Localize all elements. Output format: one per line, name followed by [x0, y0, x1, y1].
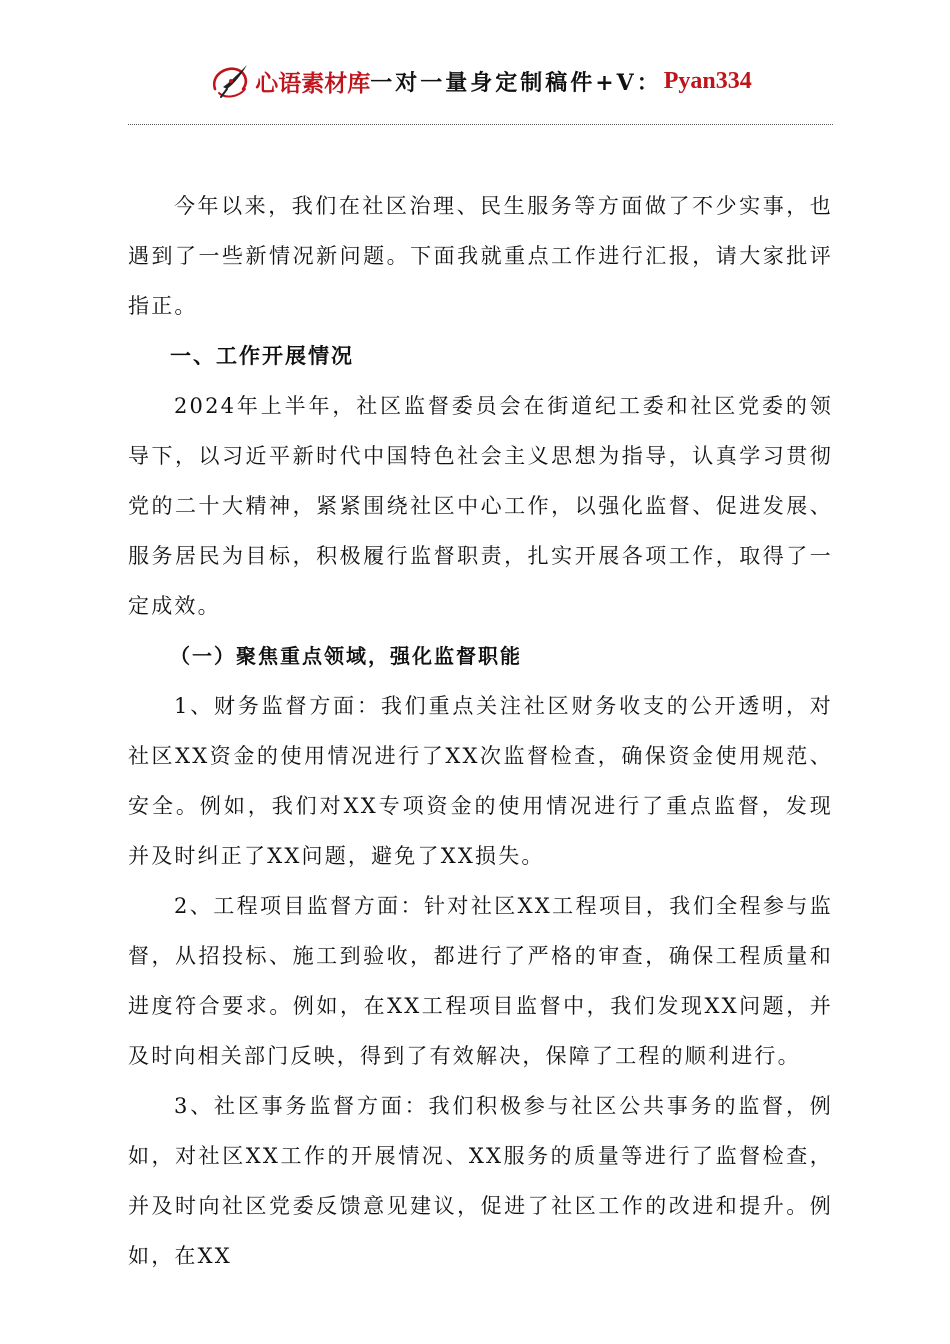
brand-name: 心语素材库 — [255, 69, 371, 97]
document-body — [128, 181, 833, 1281]
section-1-paragraph: 2024年上半年，社区监督委员会在街道纪工委和社区党委的领导下，以习近平新时代中国特色社会主义思想为指导，认真学习贯彻党的二十大精神，紧紧围绕社区中心工作，以强化监督、促进发展、服务居民为目标，积极履行监督职责，扎实开展各项工作，取得了一定成效。 — [128, 394, 833, 618]
item-3-paragraph: 3、社区事务监督方面：我们积极参与社区公共事务的监督，例如，对社区XX工作的开展情况、XX服务的质量等进行了监督检查，并及时向社区党委反馈意见建议，促进了社区工作的改进和提升。例如，在XX — [128, 1094, 833, 1268]
item-2-paragraph: 2、工程项目监督方面：针对社区XX工程项目，我们全程参与监督，从招投标、施工到验收，都进行了严格的审查，确保工程质量和进度符合要求。例如，在XX工程项目监督中，我们发现XX问题，并及时向相关部门反映，得到了有效解决，保障了工程的顺利进行。 — [128, 894, 833, 1068]
item-1-paragraph: 1、财务监督方面：我们重点关注社区财务收支的公开透明，对社区XX资金的使用情况进行了XX次监督检查，确保资金使用规范、安全。例如，我们对XX专项资金的使用情况进行了重点监督，发现并及时纠正了XX问题，避免了XX损失。 — [128, 694, 833, 868]
contact-id: Pyan334 — [663, 67, 752, 94]
page-header — [128, 58, 833, 104]
intro-paragraph: 今年以来，我们在社区治理、民生服务等方面做了不少实事，也遇到了一些新情况新问题。下面我就重点工作进行汇报，请大家批评指正。 — [128, 194, 833, 318]
section-heading-1: 一、工作开展情况 — [170, 344, 354, 368]
header-divider — [128, 124, 833, 125]
quill-pen-swirl-icon — [209, 59, 253, 103]
subsection-heading-1: （一）聚焦重点领域，强化监督职能 — [170, 644, 522, 668]
header-slogan: 一对一量身定制稿件+V： — [370, 69, 662, 96]
